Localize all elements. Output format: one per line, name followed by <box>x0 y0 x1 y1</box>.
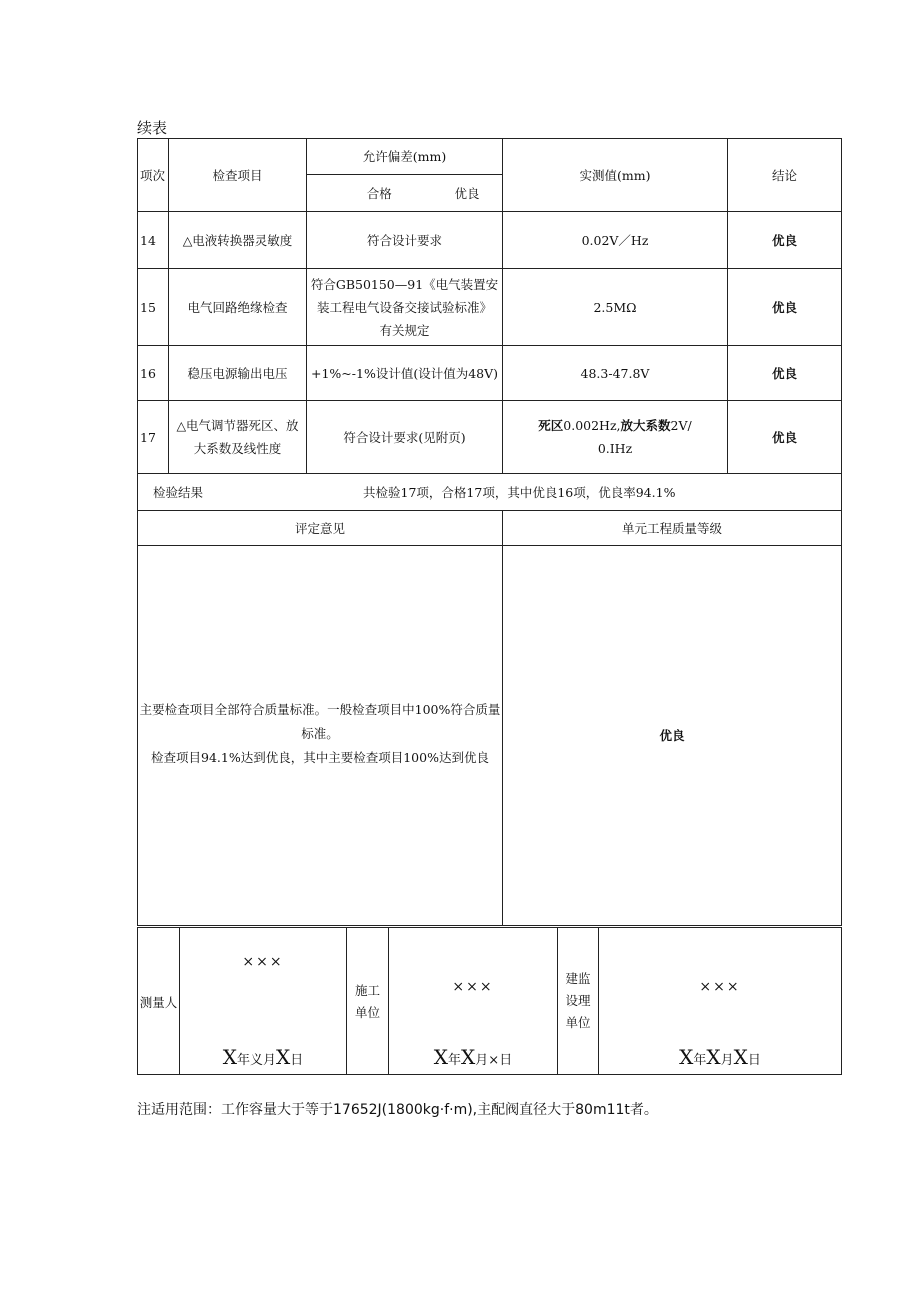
row-item: 电气回路绝缘检查 <box>169 269 307 346</box>
evaluation-header-row <box>138 511 842 546</box>
row-deviation: 符合设计要求(见附页) <box>307 401 503 474</box>
row-conclusion: 优良 <box>728 212 842 269</box>
row-item: 稳压电源输出电压 <box>169 346 307 401</box>
table-row <box>138 212 842 269</box>
deadband-label: 死区 <box>538 418 564 433</box>
result-row <box>138 474 842 511</box>
construction-label: 施工 单位 <box>354 983 380 1020</box>
opinion-label: 评定意见 <box>138 511 503 546</box>
opinion-text <box>138 546 503 926</box>
deviation-line: 有关规定 <box>379 322 430 338</box>
header-check-item: 检查项目 <box>169 139 307 212</box>
table-row <box>138 269 842 346</box>
table-row <box>138 346 842 401</box>
construction-signature-cell <box>389 928 558 1075</box>
surveyor-signature-cell <box>180 928 347 1075</box>
supervision-name: ××× <box>699 979 741 995</box>
row-conclusion: 优良 <box>728 346 842 401</box>
inspection-table <box>137 138 842 926</box>
row-measured: 48.3-47.8V <box>503 346 728 401</box>
opinion-line: 检查项目94.1%达到优良，其中主要检查项目100%达到优良 <box>151 749 489 765</box>
construction-date: X年X月×日 <box>433 1045 513 1069</box>
grade-value: 优良 <box>503 546 842 926</box>
header-excellent: 优良 <box>454 185 480 201</box>
opinion-line: 主要检查项目全部符合质量标准。一般检查项目中100%符合质量标准。 <box>139 701 501 741</box>
row-item: △电液转换器灵敏度 <box>169 212 307 269</box>
surveyor-date: X年义月X日 <box>222 1045 304 1069</box>
row-measured <box>503 401 728 474</box>
gain-label: 放大系数 <box>620 418 671 433</box>
supervision-signature-cell <box>599 928 842 1075</box>
row-no: 17 <box>138 401 169 474</box>
row-conclusion: 优良 <box>728 401 842 474</box>
row-measured: 0.02V／Hz <box>503 212 728 269</box>
gain-unit: 0.IHz <box>597 441 633 456</box>
result-label: 检验结果 <box>153 484 204 500</box>
row-item <box>169 401 307 474</box>
construction-name: ××× <box>452 979 494 995</box>
deviation-line: 符合GB50150—91《电气装置安 <box>310 276 499 292</box>
table-row <box>138 401 842 474</box>
gain-value: 2V/ <box>670 418 692 433</box>
surveyor-label: 测量人 <box>139 995 178 1010</box>
construction-label-cell <box>347 928 389 1075</box>
supervision-date: X年X月X日 <box>679 1045 761 1069</box>
footnote: 注适用范围：工作容量大于等于17652J(1800kg·f·m),主配阀直径大于80m11t者。 <box>137 1102 658 1118</box>
row-deviation: 符合设计要求 <box>307 212 503 269</box>
row-no: 15 <box>138 269 169 346</box>
row-measured: 2.5MΩ <box>503 269 728 346</box>
row-deviation: +1%~-1%设计值(设计值为48V) <box>307 346 503 401</box>
supervision-label-cell <box>558 928 599 1075</box>
surveyor-label-cell <box>138 928 180 1075</box>
row-no: 16 <box>138 346 169 401</box>
continued-title: 续表 <box>137 119 168 137</box>
row-deviation <box>307 269 503 346</box>
header-item-no: 项次 <box>138 139 169 212</box>
header-sub-deviation <box>307 175 503 212</box>
evaluation-body-row <box>138 546 842 926</box>
row-conclusion: 优良 <box>728 269 842 346</box>
deviation-line: 装工程电气设备交接试验标准》 <box>316 299 492 315</box>
header-measured: 实测值(mm) <box>503 139 728 212</box>
deadband-value: 0.002Hz, <box>563 418 621 433</box>
item-line: △电气调节器死区、放 <box>176 418 299 433</box>
header-conclusion: 结论 <box>728 139 842 212</box>
header-allowed-deviation: 允许偏差(mm) <box>307 139 503 175</box>
surveyor-name: ××× <box>242 954 284 970</box>
grade-label: 单元工程质量等级 <box>503 511 842 546</box>
header-qualified: 合格 <box>366 185 392 201</box>
signature-table <box>137 927 842 1075</box>
row-no: 14 <box>138 212 169 269</box>
supervision-label: 建监 设理 单位 <box>565 971 591 1030</box>
result-cell <box>138 474 842 511</box>
item-line: 大系数及线性度 <box>193 441 282 456</box>
result-value: 共检验17项，合格17项，其中优良16项，优良率94.1% <box>363 484 676 500</box>
